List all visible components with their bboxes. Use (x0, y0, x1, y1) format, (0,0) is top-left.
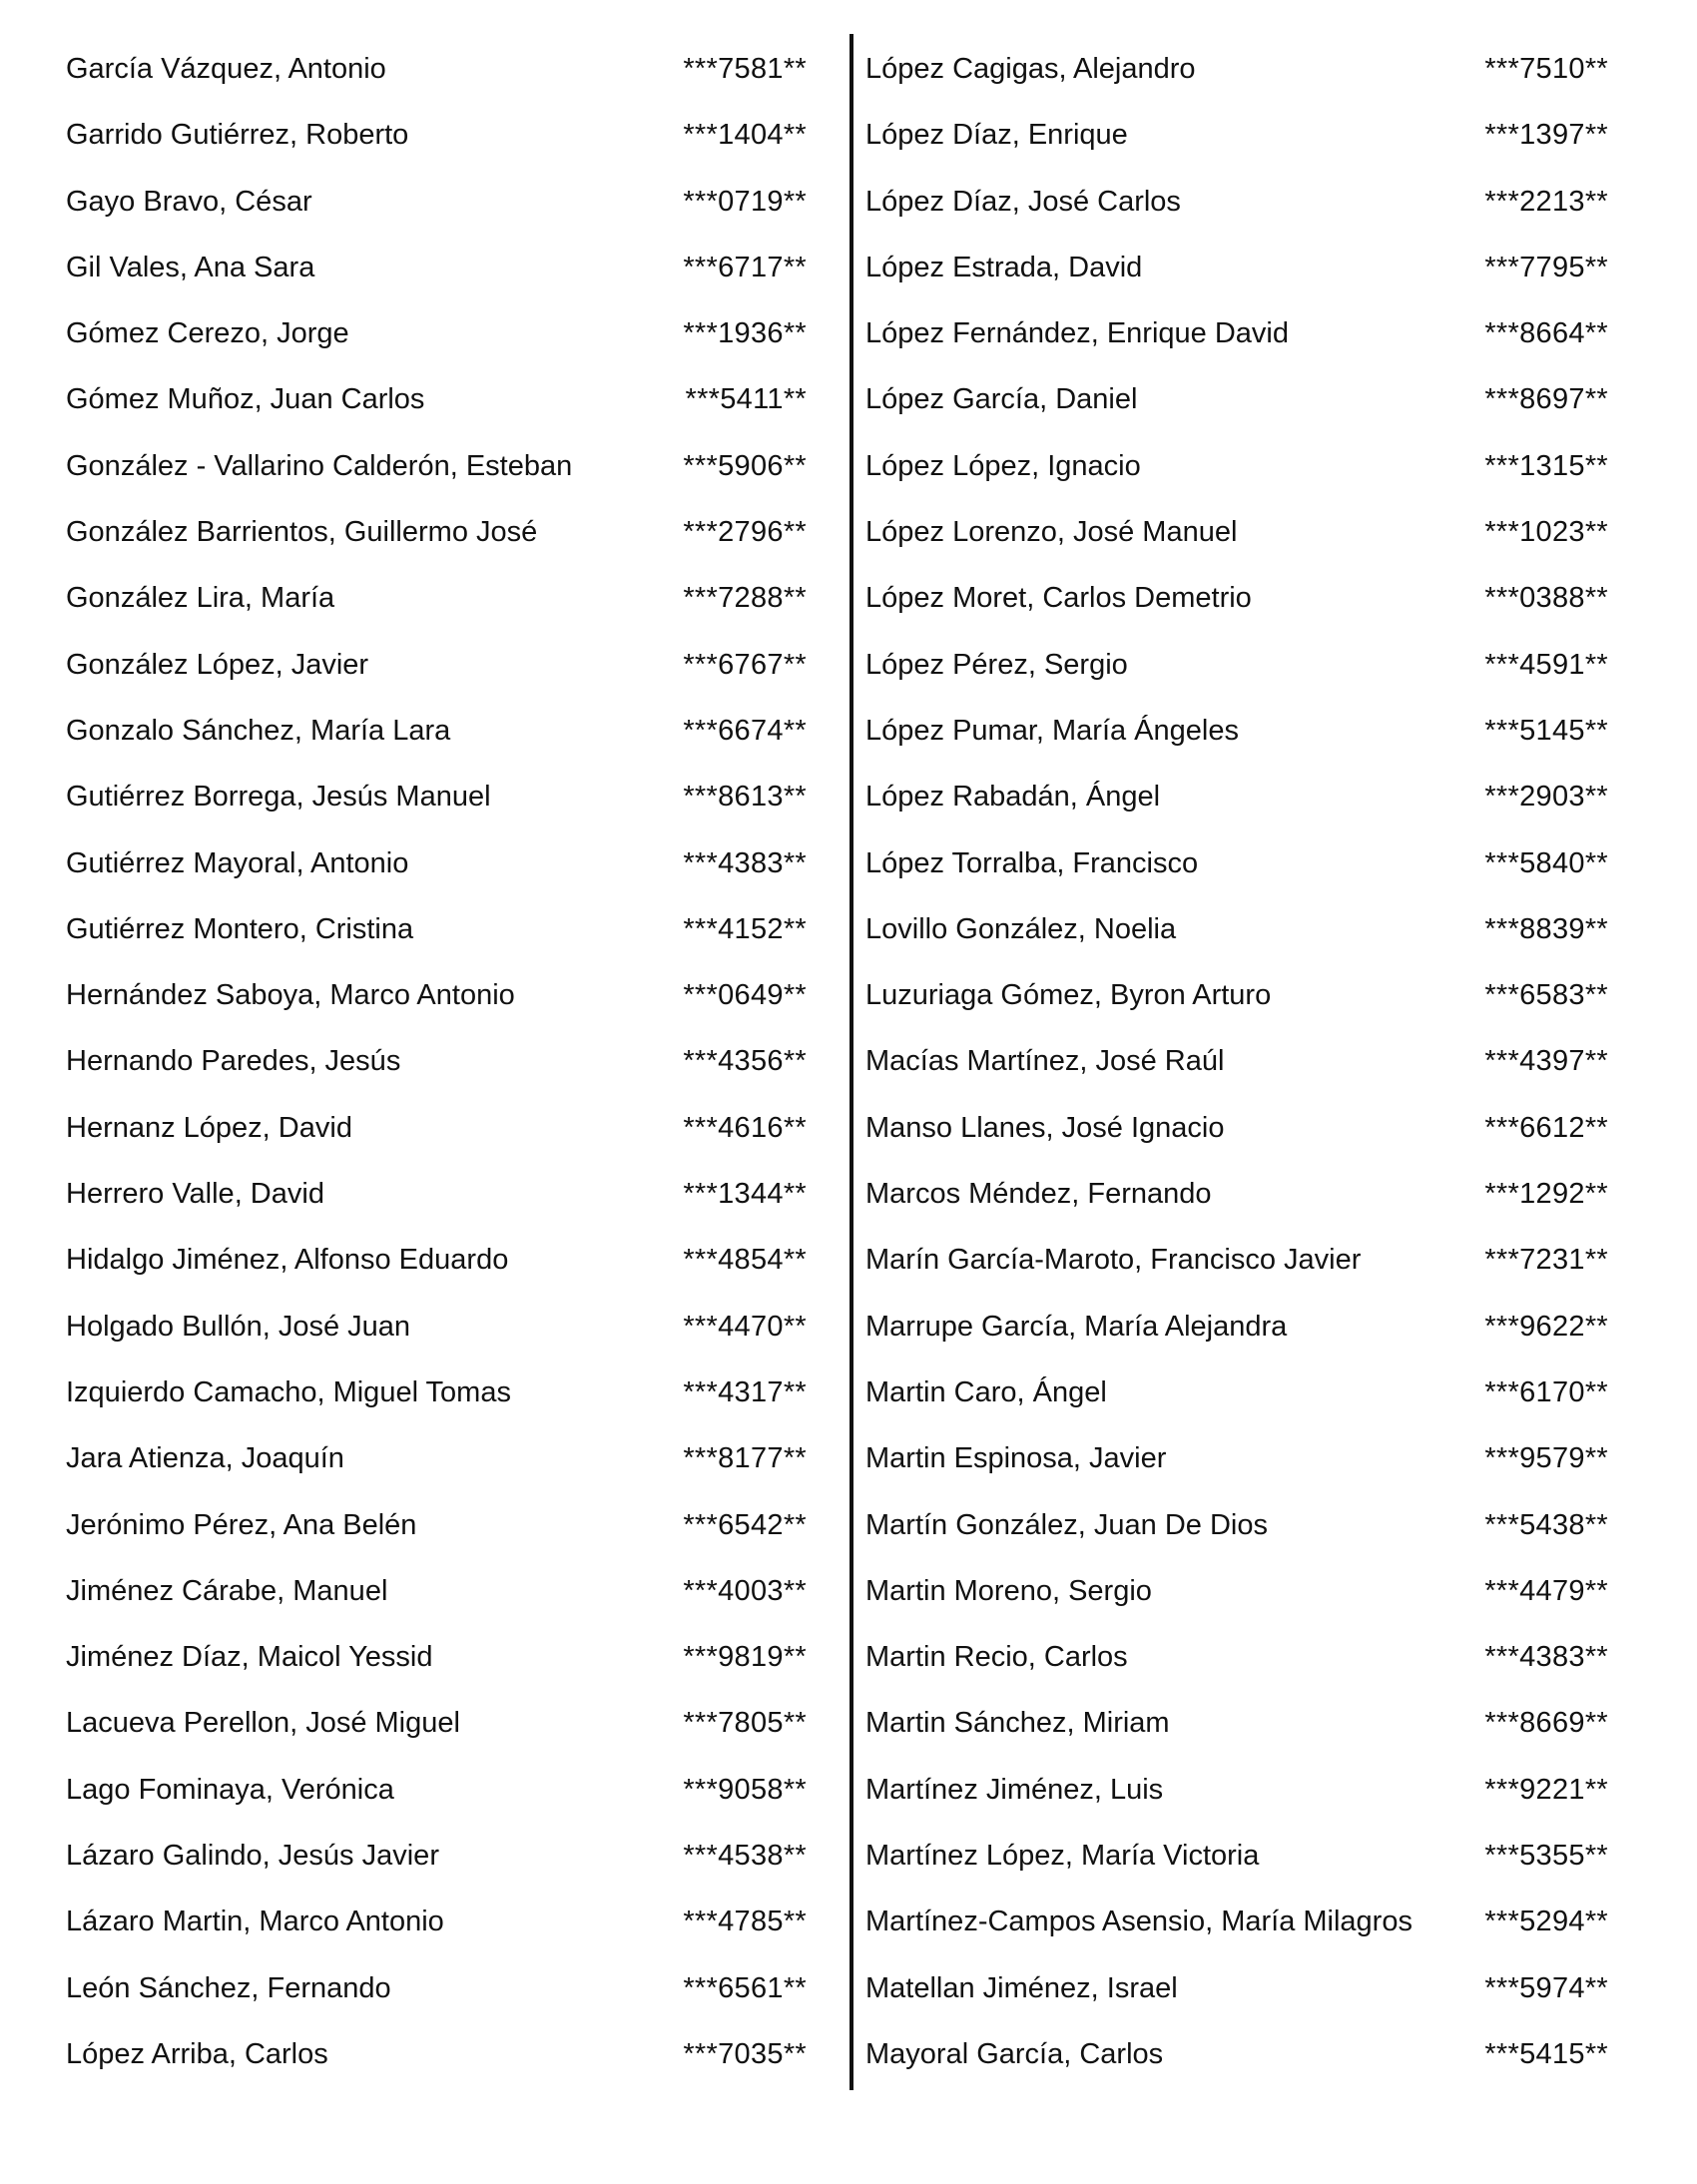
list-item (66, 830, 807, 896)
list-item (865, 102, 1608, 168)
list-item (66, 1690, 807, 1756)
person-name: López Rabadán, Ángel (865, 781, 1161, 814)
masked-id: ***5415** (1484, 2037, 1608, 2070)
list-item (66, 1558, 807, 1624)
list-item (66, 1028, 807, 1094)
masked-id: ***7805** (683, 1707, 807, 1740)
list-item (865, 632, 1608, 698)
list-item (865, 565, 1608, 631)
person-name: Lázaro Martin, Marco Antonio (66, 1906, 444, 1938)
masked-id: ***4383** (683, 846, 807, 879)
person-name: Marcos Méndez, Fernando (865, 1178, 1212, 1211)
list-item (865, 36, 1608, 102)
person-name: Manso Llanes, José Ignacio (865, 1111, 1225, 1144)
person-name: Mayoral García, Carlos (865, 2037, 1164, 2070)
list-item (66, 698, 807, 764)
masked-id: ***8697** (1484, 383, 1608, 416)
list-item (865, 433, 1608, 499)
person-name: González López, Javier (66, 648, 369, 681)
person-name: López Cagigas, Alejandro (865, 53, 1196, 85)
list-item (865, 896, 1608, 962)
person-name: López Pérez, Sergio (865, 648, 1128, 681)
person-name: López López, Ignacio (865, 449, 1141, 482)
list-item (865, 830, 1608, 896)
list-item (66, 169, 807, 235)
list-item (865, 1690, 1608, 1756)
masked-id: ***1315** (1484, 449, 1608, 482)
masked-id: ***8177** (683, 1442, 807, 1475)
masked-id: ***7510** (1484, 53, 1608, 85)
list-item (865, 1757, 1608, 1823)
list-item (66, 300, 807, 366)
list-item (66, 1823, 807, 1889)
list-item (865, 1425, 1608, 1491)
list-item (865, 1227, 1608, 1293)
person-name: López García, Daniel (865, 383, 1138, 416)
person-name: Martin Espinosa, Javier (865, 1442, 1167, 1475)
list-item (66, 1492, 807, 1558)
masked-id: ***8839** (1484, 912, 1608, 945)
list-item (66, 764, 807, 829)
masked-id: ***9622** (1484, 1310, 1608, 1343)
masked-id: ***5145** (1484, 714, 1608, 747)
masked-id: ***6561** (683, 1971, 807, 2004)
person-name: Holgado Bullón, José Juan (66, 1310, 411, 1343)
person-name: López Pumar, María Ángeles (865, 714, 1239, 747)
column-divider (849, 34, 853, 2090)
masked-id: ***9221** (1484, 1773, 1608, 1806)
masked-id: ***6583** (1484, 979, 1608, 1012)
person-name: Izquierdo Camacho, Miguel Tomas (66, 1375, 511, 1408)
masked-id: ***9579** (1484, 1442, 1608, 1475)
list-item (66, 962, 807, 1028)
person-name: Jiménez Cárabe, Manuel (66, 1574, 388, 1607)
person-name: Gutiérrez Mayoral, Antonio (66, 846, 409, 879)
masked-id: ***6170** (1484, 1375, 1608, 1408)
list-item (865, 1889, 1608, 1954)
person-name: Martínez López, María Victoria (865, 1840, 1260, 1873)
person-name: Lacueva Perellon, José Miguel (66, 1707, 460, 1740)
list-item (865, 1360, 1608, 1425)
list-item (66, 1889, 807, 1954)
person-name: López Díaz, José Carlos (865, 185, 1181, 218)
masked-id: ***0388** (1484, 582, 1608, 615)
masked-id: ***5355** (1484, 1840, 1608, 1873)
masked-id: ***4317** (683, 1375, 807, 1408)
person-name: López Arriba, Carlos (66, 2037, 328, 2070)
list-item (66, 102, 807, 168)
masked-id: ***5294** (1484, 1906, 1608, 1938)
masked-id: ***9058** (683, 1773, 807, 1806)
list-item (865, 1955, 1608, 2021)
list-item (66, 1161, 807, 1227)
masked-id: ***6767** (683, 648, 807, 681)
masked-id: ***7231** (1484, 1244, 1608, 1277)
list-item (66, 1624, 807, 1690)
masked-id: ***1292** (1484, 1178, 1608, 1211)
person-name: Martin Moreno, Sergio (865, 1574, 1152, 1607)
list-item (865, 2021, 1608, 2087)
person-name: López Estrada, David (865, 251, 1143, 283)
list-item (865, 169, 1608, 235)
person-name: Luzuriaga Gómez, Byron Arturo (865, 979, 1272, 1012)
person-name: López Torralba, Francisco (865, 846, 1199, 879)
person-name: Gutiérrez Borrega, Jesús Manuel (66, 781, 491, 814)
person-name: Jiménez Díaz, Maicol Yessid (66, 1641, 433, 1674)
list-item (66, 36, 807, 102)
masked-id: ***4591** (1484, 648, 1608, 681)
list-item (865, 1492, 1608, 1558)
masked-id: ***5974** (1484, 1971, 1608, 2004)
list-item (865, 366, 1608, 432)
person-name: Martín González, Juan De Dios (865, 1508, 1268, 1541)
person-name: Gonzalo Sánchez, María Lara (66, 714, 451, 747)
list-item (865, 1624, 1608, 1690)
list-item (865, 698, 1608, 764)
list-item (865, 1823, 1608, 1889)
masked-id: ***4538** (683, 1840, 807, 1873)
masked-id: ***8664** (1484, 317, 1608, 350)
person-name: Hidalgo Jiménez, Alfonso Eduardo (66, 1244, 509, 1277)
masked-id: ***4785** (683, 1906, 807, 1938)
masked-id: ***8669** (1484, 1707, 1608, 1740)
person-name: Martin Sánchez, Miriam (865, 1707, 1170, 1740)
masked-id: ***4003** (683, 1574, 807, 1607)
masked-id: ***5411** (685, 383, 807, 416)
masked-id: ***4397** (1484, 1045, 1608, 1078)
person-name: Marrupe García, María Alejandra (865, 1310, 1288, 1343)
person-name: Hernanz López, David (66, 1111, 352, 1144)
person-name: Gómez Muñoz, Juan Carlos (66, 383, 425, 416)
person-name: Martínez Jiménez, Luis (865, 1773, 1164, 1806)
list-item (66, 1294, 807, 1360)
person-name: López Díaz, Enrique (865, 119, 1128, 152)
right-column (865, 36, 1608, 2087)
masked-id: ***2796** (683, 516, 807, 549)
masked-id: ***7288** (683, 582, 807, 615)
list-item (865, 1095, 1608, 1161)
person-name: Martínez-Campos Asensio, María Milagros (865, 1906, 1413, 1938)
left-column (66, 36, 807, 2087)
person-name: Martin Caro, Ángel (865, 1375, 1107, 1408)
masked-id: ***6674** (683, 714, 807, 747)
list-item (66, 2021, 807, 2087)
list-item (865, 1161, 1608, 1227)
masked-id: ***4479** (1484, 1574, 1608, 1607)
person-name: Hernández Saboya, Marco Antonio (66, 979, 515, 1012)
masked-id: ***9819** (683, 1641, 807, 1674)
masked-id: ***2213** (1484, 185, 1608, 218)
person-name: López Fernández, Enrique David (865, 317, 1289, 350)
masked-id: ***1023** (1484, 516, 1608, 549)
person-name: Gómez Cerezo, Jorge (66, 317, 349, 350)
list-item (66, 1757, 807, 1823)
masked-id: ***5840** (1484, 846, 1608, 879)
person-name: Garrido Gutiérrez, Roberto (66, 119, 409, 152)
person-name: Jara Atienza, Joaquín (66, 1442, 344, 1475)
masked-id: ***8613** (683, 781, 807, 814)
masked-id: ***7795** (1484, 251, 1608, 283)
list-item (66, 1360, 807, 1425)
list-item (865, 235, 1608, 300)
masked-id: ***6542** (683, 1508, 807, 1541)
person-name: Gayo Bravo, César (66, 185, 312, 218)
masked-id: ***5906** (683, 449, 807, 482)
person-name: Martin Recio, Carlos (865, 1641, 1128, 1674)
person-name: García Vázquez, Antonio (66, 53, 386, 85)
person-name: Lovillo González, Noelia (865, 912, 1177, 945)
masked-id: ***4616** (683, 1111, 807, 1144)
masked-id: ***4152** (683, 912, 807, 945)
masked-id: ***4383** (1484, 1641, 1608, 1674)
person-name: Matellan Jiménez, Israel (865, 1971, 1178, 2004)
person-name: Jerónimo Pérez, Ana Belén (66, 1508, 417, 1541)
masked-id: ***0649** (683, 979, 807, 1012)
person-name: Gutiérrez Montero, Cristina (66, 912, 414, 945)
masked-id: ***1344** (683, 1178, 807, 1211)
list-item (66, 632, 807, 698)
person-name: López Moret, Carlos Demetrio (865, 582, 1252, 615)
list-item (66, 499, 807, 565)
masked-id: ***0719** (683, 185, 807, 218)
masked-id: ***2903** (1484, 781, 1608, 814)
masked-id: ***7581** (683, 53, 807, 85)
list-item (865, 499, 1608, 565)
masked-id: ***6612** (1484, 1111, 1608, 1144)
list-item (66, 235, 807, 300)
masked-id: ***1404** (683, 119, 807, 152)
person-name: López Lorenzo, José Manuel (865, 516, 1238, 549)
list-item (865, 1558, 1608, 1624)
person-name: González - Vallarino Calderón, Esteban (66, 449, 573, 482)
person-name: Hernando Paredes, Jesús (66, 1045, 401, 1078)
masked-id: ***4854** (683, 1244, 807, 1277)
person-name: González Lira, María (66, 582, 335, 615)
list-item (865, 962, 1608, 1028)
masked-id: ***7035** (683, 2037, 807, 2070)
masked-id: ***4470** (683, 1310, 807, 1343)
person-name: Gil Vales, Ana Sara (66, 251, 315, 283)
list-item (66, 1955, 807, 2021)
list-item (66, 1227, 807, 1293)
list-item (66, 1095, 807, 1161)
list-item (66, 366, 807, 432)
masked-id: ***5438** (1484, 1508, 1608, 1541)
masked-id: ***4356** (683, 1045, 807, 1078)
person-name: Macías Martínez, José Raúl (865, 1045, 1225, 1078)
list-item (865, 300, 1608, 366)
person-name: Marín García-Maroto, Francisco Javier (865, 1244, 1362, 1277)
list-item (865, 1294, 1608, 1360)
list-item (865, 1028, 1608, 1094)
masked-id: ***6717** (683, 251, 807, 283)
person-name: Lázaro Galindo, Jesús Javier (66, 1840, 439, 1873)
list-item (66, 433, 807, 499)
list-item (865, 764, 1608, 829)
list-item (66, 565, 807, 631)
masked-id: ***1397** (1484, 119, 1608, 152)
list-item (66, 1425, 807, 1491)
list-item (66, 896, 807, 962)
person-name: Lago Fominaya, Verónica (66, 1773, 394, 1806)
person-name: González Barrientos, Guillermo José (66, 516, 538, 549)
person-name: Herrero Valle, David (66, 1178, 324, 1211)
person-name: León Sánchez, Fernando (66, 1971, 391, 2004)
masked-id: ***1936** (683, 317, 807, 350)
